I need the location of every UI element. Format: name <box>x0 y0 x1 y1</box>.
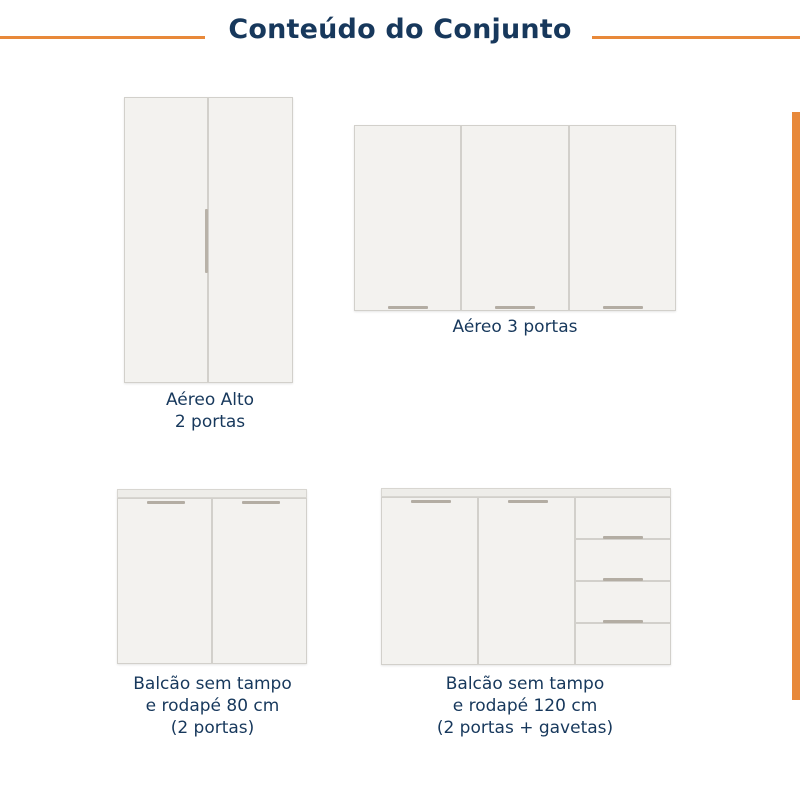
door-left <box>381 497 478 665</box>
door-handle <box>495 306 535 309</box>
door-handle <box>147 501 185 504</box>
caption-line: e rodapé 80 cm <box>145 696 280 716</box>
drawer-3 <box>575 581 671 623</box>
cabinet-aereo-alto <box>124 97 293 383</box>
drawer-2 <box>575 539 671 581</box>
cabinet-aereo-3-portas <box>354 125 676 311</box>
caption-line: e rodapé 120 cm <box>452 696 598 716</box>
door-right <box>212 498 307 664</box>
door-handle <box>411 500 451 503</box>
caption-line: Aéreo 3 portas <box>452 317 578 337</box>
cabinet-balcao-80 <box>117 489 307 664</box>
door-handle <box>508 500 548 503</box>
caption-line: 2 portas <box>174 412 246 432</box>
door-handle <box>603 306 643 309</box>
door-3 <box>569 125 676 311</box>
drawer-handle <box>603 536 643 539</box>
drawer-4 <box>575 623 671 665</box>
door-handle <box>242 501 280 504</box>
caption-line: Aéreo Alto <box>165 390 255 410</box>
door-left <box>117 498 212 664</box>
caption-balcao-80 <box>105 673 320 739</box>
door-right <box>478 497 575 665</box>
cabinet-top-edge <box>381 488 671 497</box>
page-title: Conteúdo do Conjunto <box>228 14 572 45</box>
caption-balcao-120 <box>410 673 640 739</box>
drawer-handle <box>603 620 643 623</box>
door-handle <box>388 306 428 309</box>
caption-line: (2 portas) <box>170 718 255 738</box>
drawer-1 <box>575 497 671 539</box>
cabinet-balcao-120 <box>381 488 671 665</box>
caption-line: (2 portas + gavetas) <box>436 718 614 738</box>
door-1 <box>354 125 461 311</box>
caption-line: Balcão sem tampo <box>133 674 292 694</box>
door-right <box>208 97 293 383</box>
title-rule-left <box>0 36 205 39</box>
door-left <box>124 97 208 383</box>
title-rule-right <box>592 36 800 39</box>
cabinet-top-edge <box>117 489 307 498</box>
door-2 <box>461 125 569 311</box>
door-handle <box>205 209 208 273</box>
drawer-handle <box>603 578 643 581</box>
caption-line: Balcão sem tampo <box>445 674 605 694</box>
caption-aereo-3-portas <box>410 316 620 338</box>
caption-aereo-alto <box>120 389 300 433</box>
accent-side-bar <box>792 112 800 700</box>
